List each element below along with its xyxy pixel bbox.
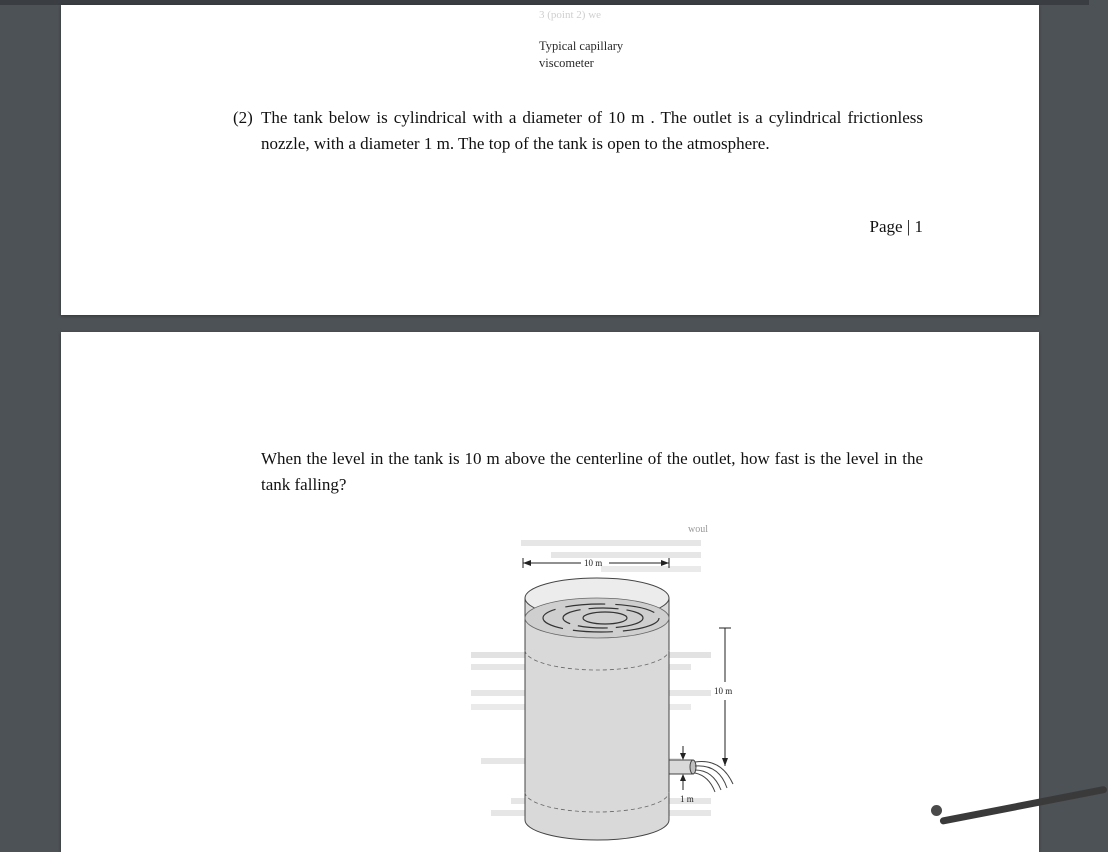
tank-figure [451,522,733,847]
caption-line-2: viscometer [539,56,594,70]
question-text: The tank below is cylindrical with a diameter of 10 m . The outlet is a cylindrical frictionless nozzle, with a diameter 1 m. The top of the tank is open to the atmosphere. [261,108,923,153]
bleed-through-text: 3 (point 2) we [539,9,602,21]
nozzle-label: 1 m [680,794,694,804]
caption-line-1: Typical capillary [539,39,624,53]
tank-body [525,578,669,840]
tank-diagram [451,522,733,842]
document-page-2 [61,332,1039,852]
question-text: When the level in the tank is 10 m above the centerline of the outlet, how fast is the level in the tank falling? [261,449,923,494]
figure-bleed-text: woul [688,524,708,535]
nozzle-dimension [680,746,694,804]
outlet-nozzle [669,760,733,792]
height-dimension [714,628,732,766]
diameter-label: 10 m [584,558,603,568]
document-page-1 [61,5,1039,315]
page-number: Page | 1 [869,217,923,236]
figure-caption [539,38,623,72]
height-label: 10 m [714,686,733,696]
annotation-dot [931,805,942,816]
question-number: (2) [233,108,253,127]
